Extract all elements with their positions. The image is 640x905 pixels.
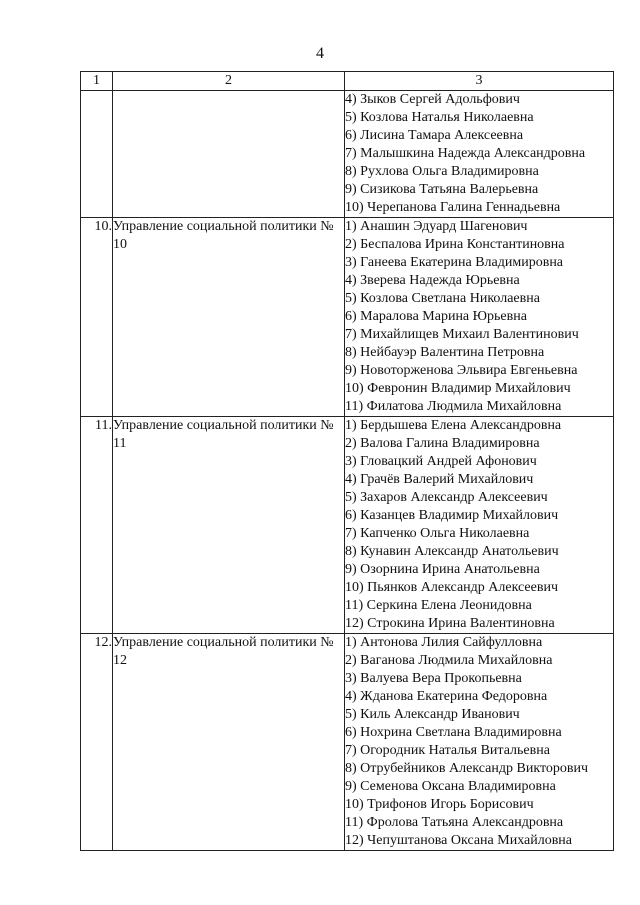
member-entry: 6) Казанцев Владимир Михайлович: [345, 508, 559, 523]
member-entry: 8) Кунавин Александр Анатольевич: [345, 544, 559, 559]
member-entry: 5) Киль Александр Иванович: [345, 707, 520, 722]
members-cell: [345, 218, 614, 417]
row-number: 11.: [81, 417, 113, 634]
member-entry: 11) Филатова Людмила Михайловна: [345, 399, 562, 414]
member-entry: 1) Анашин Эдуард Шагенович: [345, 219, 528, 234]
row-number: [81, 91, 113, 218]
member-entry: 2) Беспалова Ирина Константиновна: [345, 237, 565, 252]
member-entry: 4) Зыков Сергей Адольфович: [345, 92, 520, 107]
member-entry: 10) Февронин Владимир Михайлович: [345, 381, 571, 396]
organization-name: Управление социальной политики № 11: [113, 417, 345, 634]
member-entry: 2) Ваганова Людмила Михайловна: [345, 653, 553, 668]
member-entry: 4) Грачёв Валерий Михайлович: [345, 472, 534, 487]
member-entry: 9) Озорнина Ирина Анатольевна: [345, 562, 540, 577]
member-entry: 7) Малышкина Надежда Александровна: [345, 146, 586, 161]
member-entry: 11) Фролова Татьяна Александровна: [345, 815, 564, 830]
member-entry: 3) Гловацкий Андрей Афонович: [345, 454, 537, 469]
member-entry: 12) Строкина Ирина Валентиновна: [345, 616, 555, 631]
organization-name: Управление социальной политики № 12: [113, 634, 345, 851]
organization-name: Управление социальной политики № 10: [113, 218, 345, 417]
page-number: 4: [316, 45, 324, 62]
member-entry: 1) Бердышева Елена Александровна: [345, 418, 562, 433]
column-header-number: 1: [81, 72, 113, 91]
members-cell: [345, 417, 614, 634]
member-entry: 11) Серкина Елена Леонидовна: [345, 598, 532, 613]
member-entry: 7) Капченко Ольга Николаевна: [345, 526, 530, 541]
member-entry: 6) Нохрина Светлана Владимировна: [345, 725, 562, 740]
member-entry: 2) Валова Галина Владимировна: [345, 436, 540, 451]
member-entry: 9) Семенова Оксана Владимировна: [345, 779, 556, 794]
member-entry: 9) Сизикова Татьяна Валерьевна: [345, 182, 539, 197]
table-row: [81, 417, 614, 634]
column-header-members: 3: [345, 72, 614, 91]
member-entry: 6) Лисина Тамара Алексеевна: [345, 128, 524, 143]
member-entry: 3) Ганеева Екатерина Владимировна: [345, 255, 564, 270]
member-entry: 5) Захаров Александр Алексеевич: [345, 490, 548, 505]
member-entry: 1) Антонова Лилия Сайфулловна: [345, 635, 543, 650]
member-entry: 9) Новоторженова Эльвира Евгеньевна: [345, 363, 578, 378]
organization-name: [113, 91, 345, 218]
member-entry: 4) Зверева Надежда Юрьевна: [345, 273, 520, 288]
members-cell: [345, 91, 614, 218]
member-entry: 8) Нейбауэр Валентина Петровна: [345, 345, 545, 360]
member-entry: 6) Маралова Марина Юрьевна: [345, 309, 527, 324]
members-cell: [345, 634, 614, 851]
member-entry: 4) Жданова Екатерина Федоровна: [345, 689, 548, 704]
table-body: [81, 91, 614, 851]
column-header-organization: 2: [113, 72, 345, 91]
table-header-row: [81, 72, 614, 91]
member-entry: 5) Козлова Светлана Николаевна: [345, 291, 540, 306]
member-entry: 5) Козлова Наталья Николаевна: [345, 110, 534, 125]
table-row: [81, 634, 614, 851]
member-entry: 3) Валуева Вера Прокопьевна: [345, 671, 522, 686]
commission-members-table: [80, 71, 614, 851]
member-entry: 10) Черепанова Галина Геннадьевна: [345, 200, 561, 215]
member-entry: 10) Пьянков Александр Алексеевич: [345, 580, 558, 595]
member-entry: 8) Отрубейников Александр Викторович: [345, 761, 589, 776]
member-entry: 7) Огородник Наталья Витальевна: [345, 743, 550, 758]
table-row: [81, 91, 614, 218]
member-entry: 7) Михайлищев Михаил Валентинович: [345, 327, 579, 342]
table-row: [81, 218, 614, 417]
row-number: 10.: [81, 218, 113, 417]
member-entry: 12) Чепуштанова Оксана Михайловна: [345, 833, 573, 848]
member-entry: 8) Рухлова Ольга Владимировна: [345, 164, 539, 179]
member-entry: 10) Трифонов Игорь Борисович: [345, 797, 534, 812]
row-number: 12.: [81, 634, 113, 851]
